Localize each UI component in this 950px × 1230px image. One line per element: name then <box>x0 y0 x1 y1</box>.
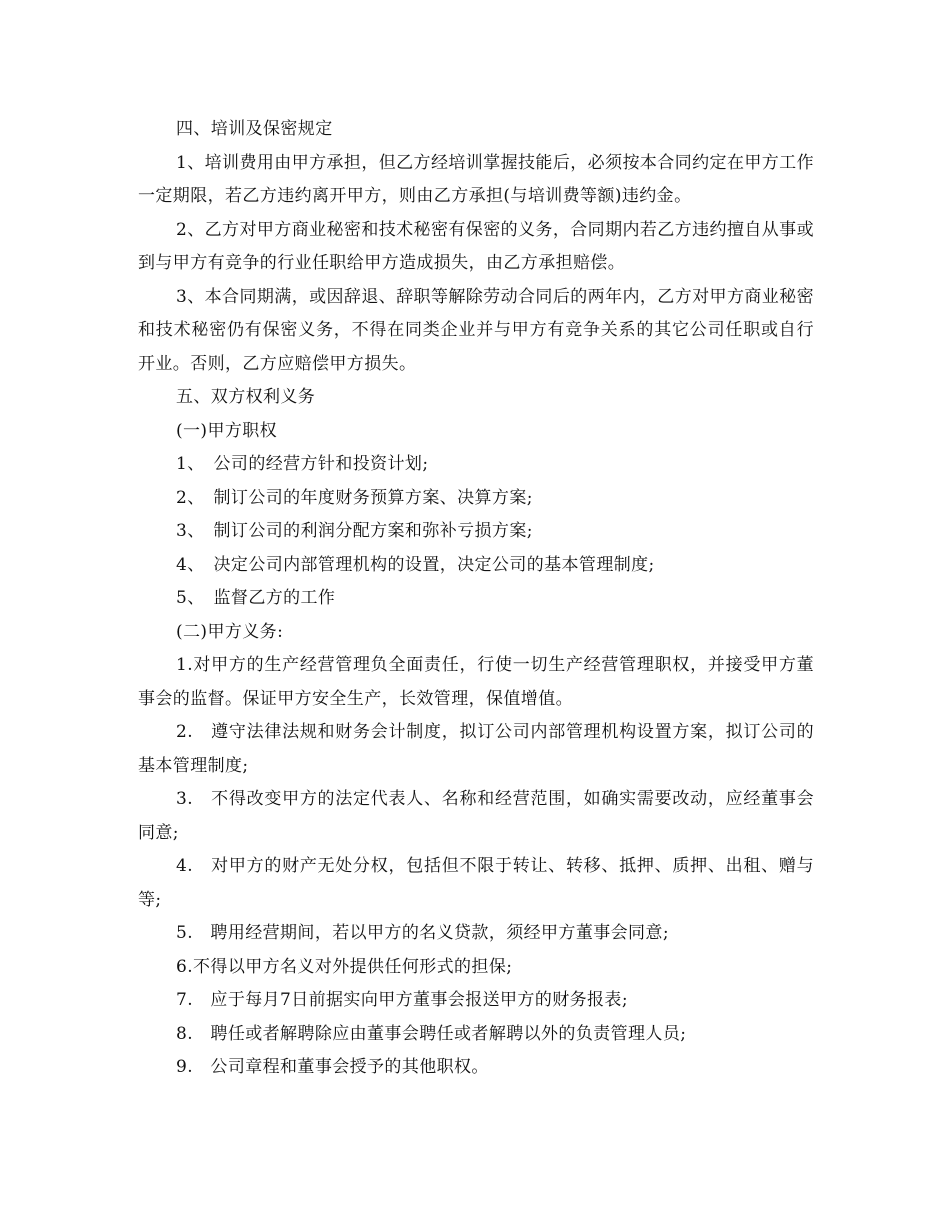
list-item: 3、 制订公司的利润分配方案和弥补亏损方案; <box>176 521 533 541</box>
section-heading: 五、双方权利义务 <box>176 387 316 407</box>
list-item: 3. 不得改变甲方的法定代表人、名称和经营范围，如确实需要改动，应经董事会同意; <box>138 789 814 843</box>
list-item: 4. 对甲方的财产无处分权，包括但不限于转让、转移、抵押、质押、出租、赠与等; <box>138 856 814 910</box>
list-item: 9. 公司章程和董事会授予的其他职权。 <box>176 1057 489 1077</box>
subsection-heading: (一)甲方职权 <box>176 420 278 441</box>
list-item: 2、 制订公司的年度财务预算方案、决算方案; <box>176 487 533 508</box>
paragraph: 3、本合同期满，或因辞退、辞职等解除劳动合同后的两年内，乙方对甲方商业秘密和技术秘密仍有保密义务，不得在同类企业并与甲方有竞争关系的其它公司任职或自行开业。否则，乙方应赔偿甲方损失。 <box>138 286 814 374</box>
paragraph: 2、乙方对甲方商业秘密和技术秘密有保密的义务，合同期内若乙方违约擅自从事或到与甲方有竞争的行业任职给甲方造成损失，由乙方承担赔偿。 <box>138 219 814 273</box>
list-item: 2. 遵守法律法规和财务会计制度，拟订公司内部管理机构设置方案，拟订公司的基本管理制度; <box>138 722 814 776</box>
paragraph: 1、培训费用由甲方承担，但乙方经培训掌握技能后，必须按本合同约定在甲方工作一定期限，若乙方违约离开甲方，则由乙方承担(与培训费等额)违约金。 <box>138 152 814 206</box>
list-item: 5. 聘用经营期间，若以甲方的名义贷款，须经甲方董事会同意; <box>176 923 669 943</box>
subsection-heading: (二)甲方义务: <box>176 621 284 642</box>
list-item: 8. 聘任或者解聘除应由董事会聘任或者解聘以外的负责管理人员; <box>176 1023 687 1044</box>
list-item: 6.不得以甲方名义对外提供任何形式的担保; <box>176 956 513 977</box>
list-item: 4、 决定公司内部管理机构的设置，决定公司的基本管理制度; <box>176 554 655 575</box>
document-body <box>138 113 814 1085</box>
list-item: 1、 公司的经营方针和投资计划; <box>176 454 429 474</box>
list-item: 5、 监督乙方的工作 <box>176 588 336 608</box>
list-item: 1.对甲方的生产经营管理负全面责任，行使一切生产经营管理职权，并接受甲方董事会的监督。保证甲方安全生产，长效管理，保值增值。 <box>138 655 814 709</box>
section-heading: 四、培训及保密规定 <box>176 119 333 139</box>
list-item: 7. 应于每月7日前据实向甲方董事会报送甲方的财务报表; <box>176 990 628 1010</box>
